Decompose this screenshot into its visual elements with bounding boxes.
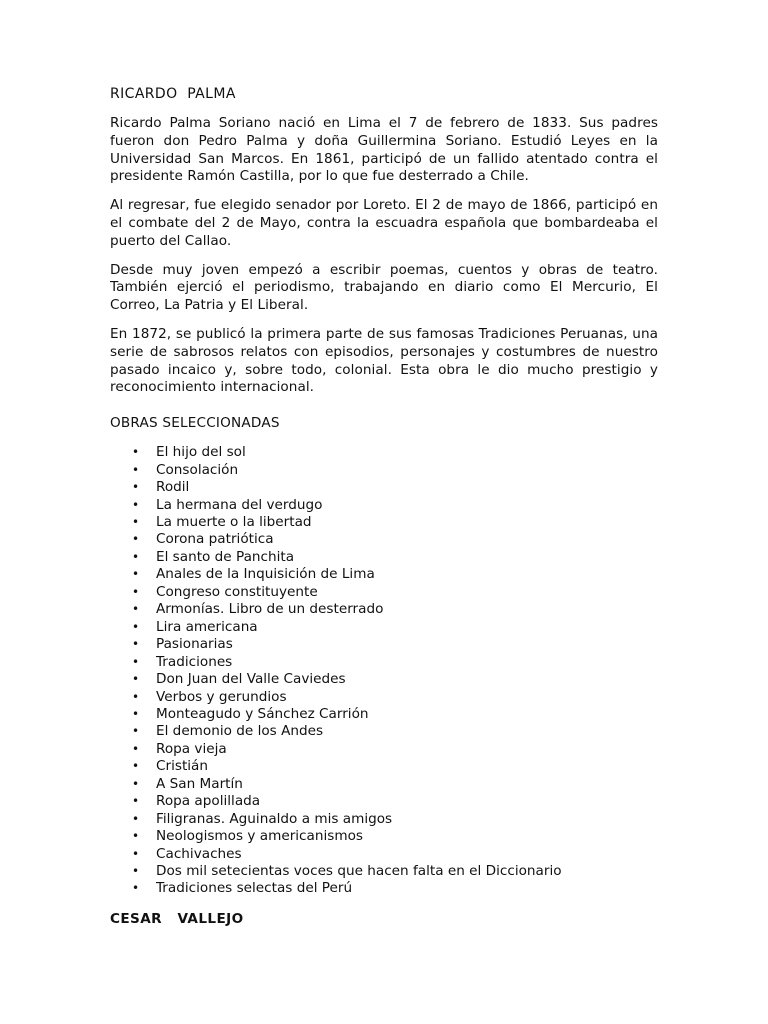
works-list xyxy=(110,444,658,898)
list-item-label: Verbos y gerundios xyxy=(156,688,287,705)
document-page xyxy=(110,84,658,928)
bullet-icon: • xyxy=(132,514,140,529)
bullet-icon: • xyxy=(132,829,140,844)
list-item xyxy=(110,793,658,810)
bullet-icon: • xyxy=(132,724,140,739)
list-item xyxy=(110,689,658,706)
bullet-icon: • xyxy=(132,846,140,861)
list-item xyxy=(110,531,658,548)
list-item xyxy=(110,863,658,880)
list-item xyxy=(110,776,658,793)
list-item xyxy=(110,828,658,845)
list-item-label: Armonías. Libro de un desterrado xyxy=(156,601,384,618)
bullet-icon: • xyxy=(132,462,140,477)
list-item-label: Don Juan del Valle Caviedes xyxy=(156,671,346,688)
list-item-label: La hermana del verdugo xyxy=(156,496,323,513)
list-item xyxy=(110,601,658,618)
bullet-icon: • xyxy=(132,776,140,791)
list-item-label: El demonio de los Andes xyxy=(156,723,324,740)
bullet-icon: • xyxy=(132,689,140,704)
next-section-title: CESAR VALLEJO xyxy=(110,910,244,927)
bullet-icon: • xyxy=(132,794,140,809)
list-item xyxy=(110,497,658,514)
paragraph-tradiciones: En 1872, se publicó la primera parte de sus famosas Tradiciones Peruanas, una serie de sabrosos relatos con episodios, personajes y costumbres de nuestro pasado incaico y, sobre todo, colonial. Esta obra le dio mucho prestigio y reconocimiento internacional. xyxy=(110,325,658,396)
list-item xyxy=(110,846,658,863)
paragraph-biography: Ricardo Palma Soriano nació en Lima el 7 de febrero de 1833. Sus padres fueron don Pedro Palma y doña Guillermina Soriano. Estudió Leyes en la Universidad San Marcos. En 1861, participó de un fallido atentado contra el presidente Ramón Castilla, por lo que fue desterrado a Chile. xyxy=(110,115,658,185)
bullet-icon: • xyxy=(132,637,140,652)
list-item-label: Corona patriótica xyxy=(156,531,274,548)
list-item-label: Lira americana xyxy=(156,618,258,635)
bullet-icon: • xyxy=(132,672,140,687)
list-item-label: Monteagudo y Sánchez Carrión xyxy=(156,705,369,722)
bullet-icon: • xyxy=(132,864,140,879)
list-item xyxy=(110,723,658,740)
list-item-label: Cristián xyxy=(156,758,208,775)
list-item-label: Neologismos y americanismos xyxy=(156,828,363,845)
paragraph-return: Al regresar, fue elegido senador por Loreto. El 2 de mayo de 1866, participó en el combate del 2 de Mayo, contra la escuadra española que bombardeaba el puerto del Callao. xyxy=(110,197,658,249)
list-item xyxy=(110,706,658,723)
list-item xyxy=(110,584,658,601)
list-item-label: Anales de la Inquisición de Lima xyxy=(156,566,375,583)
paragraph-early-writing: Desde muy joven empezó a escribir poemas, cuentos y obras de teatro. También ejerció el periodismo, trabajando en diario como El Mercurio, El Correo, La Patria y El Liberal. xyxy=(110,261,658,314)
list-item-label: El hijo del sol xyxy=(156,444,246,461)
bullet-icon: • xyxy=(132,497,140,512)
list-item-label: Pasionarias xyxy=(156,636,233,653)
list-item xyxy=(110,741,658,758)
bullet-icon: • xyxy=(132,602,140,617)
bullet-icon: • xyxy=(132,445,140,460)
bullet-icon: • xyxy=(132,480,140,495)
bullet-icon: • xyxy=(132,619,140,634)
list-item xyxy=(110,549,658,566)
works-section-title: OBRAS SELECCIONADAS xyxy=(110,415,280,432)
bullet-icon: • xyxy=(132,759,140,774)
list-item-label: Tradiciones xyxy=(156,653,233,670)
list-item xyxy=(110,654,658,671)
list-item-label: Cachivaches xyxy=(156,845,242,862)
list-item-label: Consolación xyxy=(156,461,239,478)
list-item xyxy=(110,619,658,636)
list-item-label: Dos mil setecientas voces que hacen falta en el Diccionario xyxy=(156,863,562,880)
list-item xyxy=(110,514,658,531)
list-item-label: A San Martín xyxy=(156,775,243,792)
list-item-label: Filigranas. Aguinaldo a mis amigos xyxy=(156,810,393,827)
bullet-icon: • xyxy=(132,532,140,547)
list-item-label: Rodil xyxy=(156,479,190,496)
list-item xyxy=(110,758,658,775)
bullet-icon: • xyxy=(132,741,140,756)
bullet-icon: • xyxy=(132,584,140,599)
list-item xyxy=(110,880,658,897)
list-item xyxy=(110,444,658,461)
bullet-icon: • xyxy=(132,706,140,721)
list-item xyxy=(110,479,658,496)
list-item xyxy=(110,462,658,479)
list-item-label: Congreso constituyente xyxy=(156,583,318,600)
list-item-label: Ropa vieja xyxy=(156,740,227,757)
list-item xyxy=(110,566,658,583)
list-item xyxy=(110,671,658,688)
list-item xyxy=(110,811,658,828)
bullet-icon: • xyxy=(132,654,140,669)
list-item-label: El santo de Panchita xyxy=(156,548,295,565)
list-item xyxy=(110,636,658,653)
bullet-icon: • xyxy=(132,549,140,564)
list-item-label: Ropa apolillada xyxy=(156,793,261,810)
bullet-icon: • xyxy=(132,567,140,582)
document-title: RICARDO PALMA xyxy=(110,86,236,102)
list-item-label: La muerte o la libertad xyxy=(156,513,312,530)
bullet-icon: • xyxy=(132,811,140,826)
list-item-label: Tradiciones selectas del Perú xyxy=(156,880,353,897)
bullet-icon: • xyxy=(132,881,140,896)
